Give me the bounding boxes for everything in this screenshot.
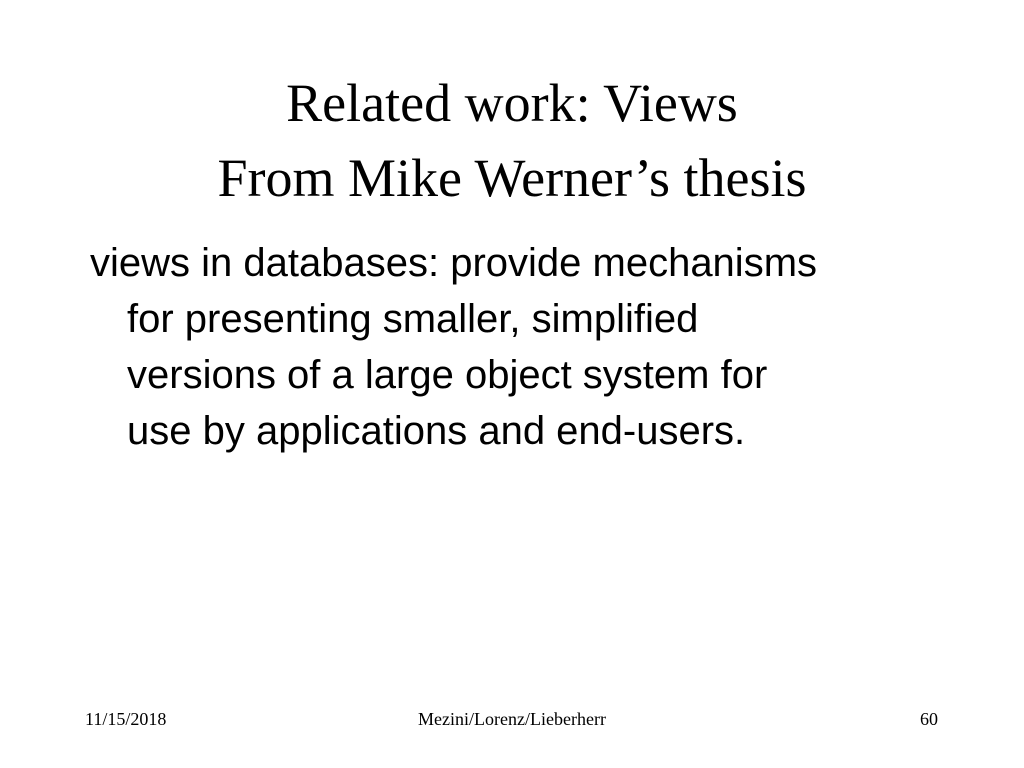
footer-date: 11/15/2018 — [85, 709, 167, 729]
body-line-4: use by applications and end-users. — [127, 409, 746, 453]
slide-body — [90, 235, 950, 459]
footer-authors: Mezini/Lorenz/Lieberherr — [418, 709, 606, 729]
slide-title — [0, 66, 1024, 216]
body-line-3: versions of a large object system for — [127, 353, 768, 397]
slide-title-line-1: Related work: Views — [286, 73, 738, 133]
body-line-2: for presenting smaller, simplified — [127, 297, 699, 341]
slide-title-line-2: From Mike Werner’s thesis — [217, 148, 807, 208]
body-line-1: views in databases: provide mechanisms — [90, 241, 818, 285]
page-number: 60 — [920, 709, 938, 729]
